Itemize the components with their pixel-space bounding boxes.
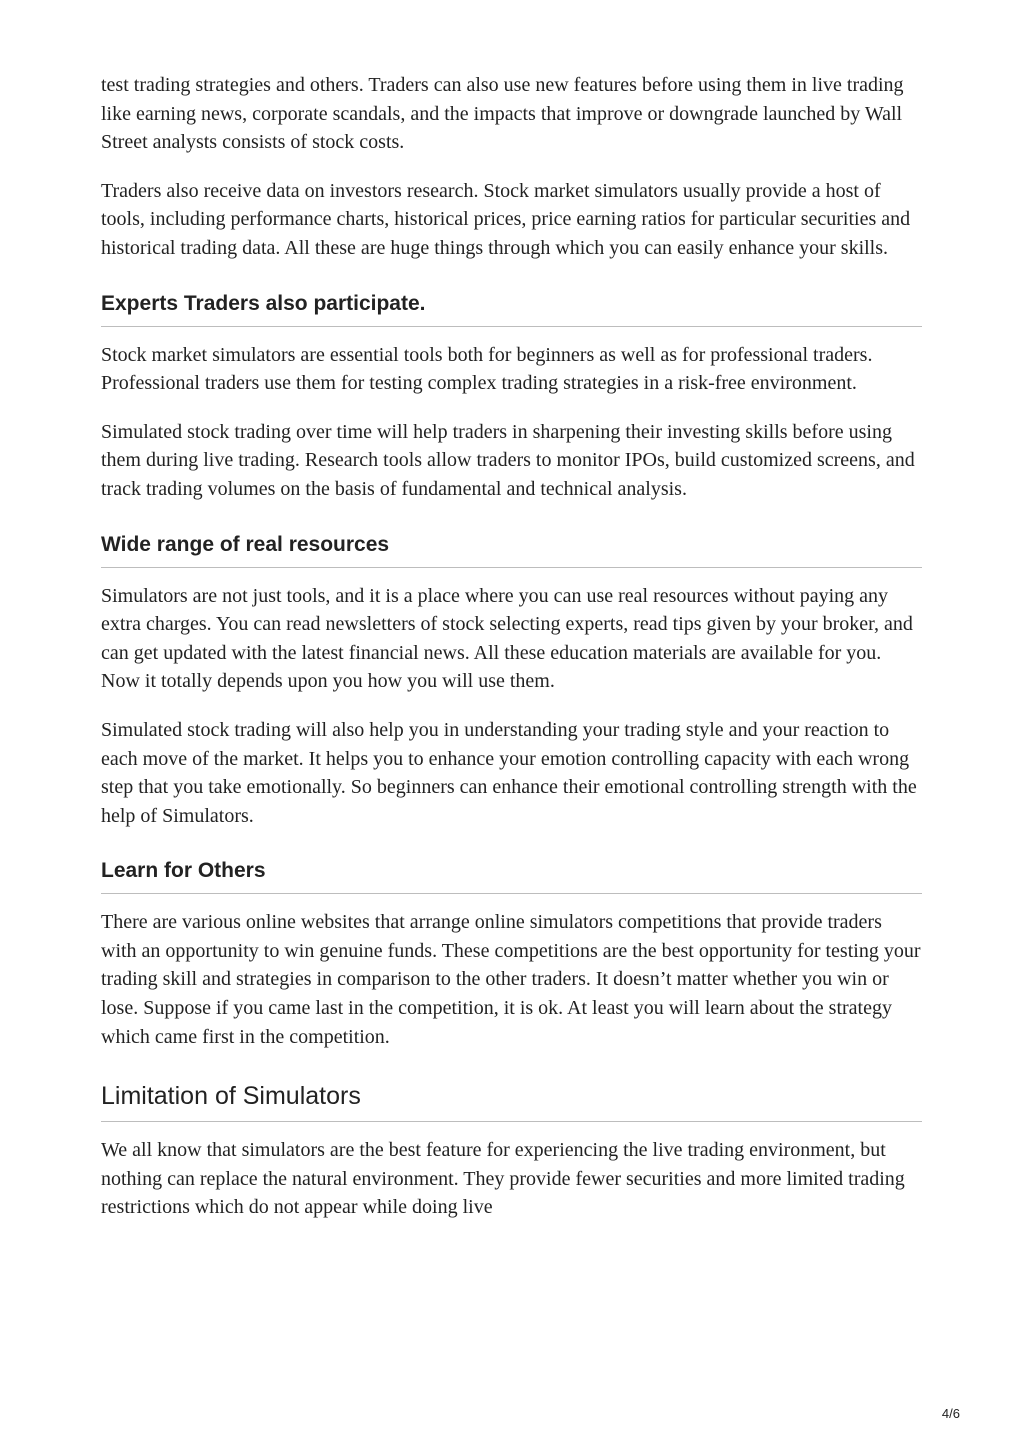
section-paragraph: Stock market simulators are essential tools both for beginners as well as for professional traders. Professional traders use them for testing complex trading strategies in a risk-free environment.: [101, 343, 873, 395]
article-body: [101, 71, 922, 1242]
section-heading: Experts Traders also participate.: [101, 291, 922, 327]
section-paragraph: Simulated stock trading will also help you in understanding your trading style and your reaction to each move of the market. It helps you to enhance your emotion controlling capacity with each wrong step that you take emotionally. So beginners can enhance their emotional controlling strength with the help of Simulators.: [101, 718, 917, 827]
section-heading: Wide range of real resources: [101, 532, 922, 568]
intro-paragraph: test trading strategies and others. Traders can also use new features before using them in live trading like earning news, corporate scandals, and the impacts that improve or downgrade launched by Wall Street analysts consists of stock costs.: [101, 74, 904, 154]
section-paragraph: Simulators are not just tools, and it is a place where you can use real resources without paying any extra charges. You can read newsletters of stock selecting experts, read tips given by your broker, and can get updated with the latest financial news. All these education materials are available for you. Now it totally depends upon you how you will use them.: [101, 584, 913, 693]
page-number: 4/6: [941, 1406, 960, 1421]
limitation-heading: Limitation of Simulators: [101, 1081, 922, 1122]
limitation-paragraph: We all know that simulators are the best feature for experiencing the live trading environment, but nothing can replace the natural environment. They provide fewer securities and more limited trading restrictions which do not appear while doing live: [101, 1139, 905, 1219]
section-heading: Learn for Others: [101, 858, 922, 894]
section-paragraph: There are various online websites that arrange online simulators competitions that provide traders with an opportunity to win genuine funds. These competitions are the best opportunity for testing your trading skill and strategies in comparison to the other traders. It doesn’t matter whether you win or lose. Suppose if you came last in the competition, it is ok. At least you will learn about the strategy which came first in the competition.: [101, 911, 921, 1048]
section-paragraph: Simulated stock trading over time will help traders in sharpening their investing skills before using them during live trading. Research tools allow traders to monitor IPOs, build customized screens, and track trading volumes on the basis of fundamental and technical analysis.: [101, 420, 915, 500]
intro-paragraph: Traders also receive data on investors research. Stock market simulators usually provide a host of tools, including performance charts, historical prices, price earning ratios for particular securities and historical trading data. All these are huge things through which you can easily enhance your skills.: [101, 179, 911, 259]
